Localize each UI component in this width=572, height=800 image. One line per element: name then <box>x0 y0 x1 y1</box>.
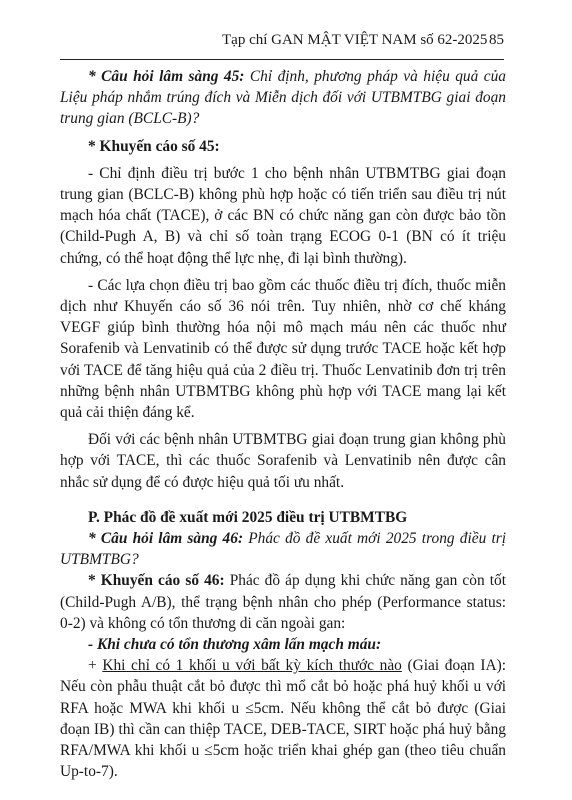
clinical-question-45-label: * Câu hỏi lâm sàng 45: <box>88 68 245 85</box>
page-number: 85 <box>489 32 504 48</box>
clinical-question-45-text: Chỉ định, phương pháp và hiệu quả của Liệu pháp nhắm trúng đích và Miễn dịch đối với UTBMTBG giai đoạn trung gian (BCLC-B)? <box>60 68 506 128</box>
journal-title: Tạp chí GAN MẬT VIỆT NAM số 62-2025 <box>222 32 488 48</box>
subsection-no-vascular-invasion: - Khi chưa có tổn thương xâm lấn mạch máu: <box>88 636 382 654</box>
recommendation-45-paragraph-2: - Các lựa chọn điều trị bao gồm các thuốc điều trị đích, thuốc miễn dịch như Khuyến cáo số 36 nói trên. Tuy nhiên, nhờ cơ chế kháng VEGF giúp bình thường hóa nội mô mạch máu nên các thuốc như Sorafenib và Lenvatinib có thể được sử dụng trước TACE hoặc kết hợp với TACE để tăng hiệu quả của 2 điều trị. Thuốc Lenvatinib đơn trị trên những bệnh nhân UTBMTBG không phù hợp với TACE mang lại kết quả cải thiện đáng kể. <box>60 276 506 422</box>
recommendation-45-paragraph-1: - Chỉ định điều trị bước 1 cho bệnh nhân UTBMTBG giai đoạn trung gian (BCLC-B) không phù hợp hoặc có tiến triển sau điều trị nút mạch hóa chất (TACE), ở các BN có chức năng gan còn được bảo tồn (Child-Pugh A, B) và chỉ số toàn trạng ECOG 0-1 (BN có ít triệu chứng, có thể hoạt động thể lực nhẹ, đi lại bình thường). <box>60 164 506 267</box>
treatment-item-1-prefix: + <box>88 657 103 675</box>
treatment-item-1-condition: Khi chỉ có 1 khối u với bất kỳ kích thước nào <box>102 657 402 675</box>
recommendation-45-heading: * Khuyến cáo số 45: <box>88 137 220 155</box>
recommendation-46 <box>60 570 506 634</box>
clinical-question-46-text: Phác đồ đề xuất mới 2025 trong điều trị UTBMTBG? <box>60 530 506 569</box>
clinical-question-45 <box>60 66 506 130</box>
section-p-heading: P. Phác đồ đề xuất mới 2025 điều trị UTBMTBG <box>88 508 408 526</box>
recommendation-46-label: * Khuyến cáo số 46: <box>88 572 225 590</box>
header-rule <box>60 59 504 60</box>
treatment-item-1 <box>60 655 506 782</box>
clinical-question-46-label: * Câu hỏi lâm sàng 46: <box>88 530 244 548</box>
recommendation-46-text: Phác đồ áp dụng khi chức năng gan còn tốt (Child-Pugh A/B), thể trạng bệnh nhân cho phép (Performance status: 0-2) và không có tổn thương di căn ngoài gan: <box>60 572 506 632</box>
recommendation-45-paragraph-3: Đối với các bệnh nhân UTBMTBG giai đoạn trung gian không phù hợp với TACE, thì các thuốc Sorafenib và Lenvatinib nên được cân nhắc sử dụng để có được hiệu quả tối ưu nhất. <box>60 431 506 491</box>
treatment-item-1-text: (Giai đoạn IA): Nếu còn phẫu thuật cắt bỏ được thì mổ cắt bỏ hoặc phá huỷ khối u với RFA hoặc MWA khi khối u ≤5cm. Nếu không thể cắt bỏ được (Giai đoạn IB) thì cần can thiệp TACE, DEB-TACE, SIRT hoặc phá huỷ bằng RFA/MWA khi khối u ≤5cm hoặc triển khai ghép gan (theo tiêu chuẩn Up-to-7). <box>60 657 507 781</box>
clinical-question-46 <box>60 528 506 570</box>
page-body <box>60 66 506 783</box>
